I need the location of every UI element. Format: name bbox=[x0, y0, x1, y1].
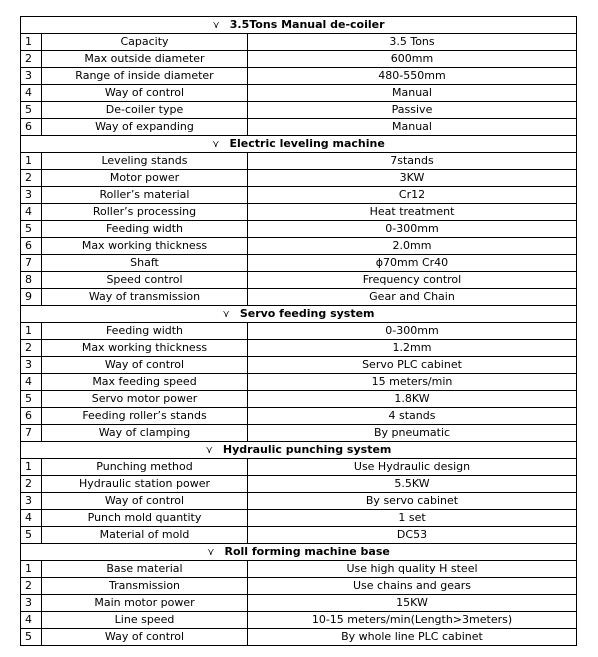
table-row bbox=[21, 272, 577, 289]
chevron-down-icon: ⋎ bbox=[207, 547, 215, 558]
table-row bbox=[21, 408, 577, 425]
row-value: 1.8KW bbox=[248, 391, 577, 407]
row-parameter: Servo motor power bbox=[42, 391, 248, 407]
row-parameter: Feeding width bbox=[42, 323, 248, 339]
row-number: 3 bbox=[21, 68, 42, 84]
row-value: Manual bbox=[248, 119, 577, 135]
table-row bbox=[21, 255, 577, 272]
section-title bbox=[21, 136, 577, 152]
row-number: 6 bbox=[21, 408, 42, 424]
row-value: Use chains and gears bbox=[248, 578, 577, 594]
row-value: 7stands bbox=[248, 153, 577, 169]
table-row bbox=[21, 459, 577, 476]
row-parameter: Hydraulic station power bbox=[42, 476, 248, 492]
chevron-down-icon: ⋎ bbox=[205, 445, 213, 456]
table-row bbox=[21, 34, 577, 51]
row-parameter: Roller’s material bbox=[42, 187, 248, 203]
row-parameter: Main motor power bbox=[42, 595, 248, 611]
table-row bbox=[21, 595, 577, 612]
section-title-text: 3.5Tons Manual de-coiler bbox=[229, 18, 385, 31]
section-header-row bbox=[21, 17, 577, 34]
row-parameter: Motor power bbox=[42, 170, 248, 186]
table-row bbox=[21, 170, 577, 187]
row-number: 6 bbox=[21, 119, 42, 135]
table-row bbox=[21, 612, 577, 629]
row-parameter: Way of control bbox=[42, 357, 248, 373]
table-row bbox=[21, 493, 577, 510]
section-title-text: Electric leveling machine bbox=[229, 137, 385, 150]
table-row bbox=[21, 391, 577, 408]
section-title bbox=[21, 17, 577, 33]
row-value: 15KW bbox=[248, 595, 577, 611]
row-number: 2 bbox=[21, 340, 42, 356]
chevron-down-icon: ⋎ bbox=[222, 309, 230, 320]
row-number: 1 bbox=[21, 459, 42, 475]
row-number: 4 bbox=[21, 374, 42, 390]
table-row bbox=[21, 340, 577, 357]
table-row bbox=[21, 68, 577, 85]
row-number: 4 bbox=[21, 510, 42, 526]
row-value: 0-300mm bbox=[248, 221, 577, 237]
table-row bbox=[21, 425, 577, 442]
row-value: 1 set bbox=[248, 510, 577, 526]
row-value: 2.0mm bbox=[248, 238, 577, 254]
row-number: 5 bbox=[21, 391, 42, 407]
section-header-row bbox=[21, 544, 577, 561]
row-parameter: Speed control bbox=[42, 272, 248, 288]
row-parameter: Line speed bbox=[42, 612, 248, 628]
row-value: 480-550mm bbox=[248, 68, 577, 84]
spec-table bbox=[20, 16, 577, 646]
row-parameter: Way of control bbox=[42, 85, 248, 101]
row-value: Frequency control bbox=[248, 272, 577, 288]
table-row bbox=[21, 204, 577, 221]
row-parameter: Punch mold quantity bbox=[42, 510, 248, 526]
row-value: Passive bbox=[248, 102, 577, 118]
row-parameter: Way of expanding bbox=[42, 119, 248, 135]
table-row bbox=[21, 102, 577, 119]
row-number: 3 bbox=[21, 595, 42, 611]
row-parameter: De-coiler type bbox=[42, 102, 248, 118]
row-number: 3 bbox=[21, 187, 42, 203]
table-row bbox=[21, 476, 577, 493]
row-number: 4 bbox=[21, 204, 42, 220]
row-value: Heat treatment bbox=[248, 204, 577, 220]
row-value: 4 stands bbox=[248, 408, 577, 424]
row-value: 600mm bbox=[248, 51, 577, 67]
row-value: Use high quality H steel bbox=[248, 561, 577, 577]
row-value: Servo PLC cabinet bbox=[248, 357, 577, 373]
row-number: 8 bbox=[21, 272, 42, 288]
row-value: 1.2mm bbox=[248, 340, 577, 356]
row-number: 2 bbox=[21, 170, 42, 186]
row-number: 7 bbox=[21, 425, 42, 441]
row-value: By whole line PLC cabinet bbox=[248, 629, 577, 645]
row-number: 4 bbox=[21, 612, 42, 628]
row-value: Use Hydraulic design bbox=[248, 459, 577, 475]
row-parameter: Max feeding speed bbox=[42, 374, 248, 390]
section-title bbox=[21, 442, 577, 458]
row-value: Cr12 bbox=[248, 187, 577, 203]
row-value: By servo cabinet bbox=[248, 493, 577, 509]
row-parameter: Capacity bbox=[42, 34, 248, 50]
row-parameter: Transmission bbox=[42, 578, 248, 594]
section-title bbox=[21, 306, 577, 322]
table-row bbox=[21, 221, 577, 238]
table-row bbox=[21, 357, 577, 374]
table-row bbox=[21, 323, 577, 340]
row-value: 5.5KW bbox=[248, 476, 577, 492]
row-number: 4 bbox=[21, 85, 42, 101]
row-value: DC53 bbox=[248, 527, 577, 543]
row-number: 1 bbox=[21, 323, 42, 339]
row-number: 1 bbox=[21, 153, 42, 169]
row-value: 3.5 Tons bbox=[248, 34, 577, 50]
table-row bbox=[21, 289, 577, 306]
row-number: 5 bbox=[21, 102, 42, 118]
row-value: 10-15 meters/min(Length>3meters) bbox=[248, 612, 577, 628]
row-number: 2 bbox=[21, 476, 42, 492]
row-parameter: Way of transmission bbox=[42, 289, 248, 305]
row-parameter: Range of inside diameter bbox=[42, 68, 248, 84]
row-parameter: Way of clamping bbox=[42, 425, 248, 441]
row-parameter: Way of control bbox=[42, 493, 248, 509]
table-row bbox=[21, 238, 577, 255]
row-number: 1 bbox=[21, 561, 42, 577]
row-parameter: Feeding width bbox=[42, 221, 248, 237]
table-row bbox=[21, 578, 577, 595]
section-title-text: Hydraulic punching system bbox=[222, 443, 392, 456]
table-row bbox=[21, 85, 577, 102]
row-parameter: Base material bbox=[42, 561, 248, 577]
row-number: 5 bbox=[21, 527, 42, 543]
chevron-down-icon: ⋎ bbox=[212, 20, 220, 31]
table-row bbox=[21, 561, 577, 578]
row-number: 2 bbox=[21, 578, 42, 594]
row-parameter: Feeding roller’s stands bbox=[42, 408, 248, 424]
row-parameter: Roller’s processing bbox=[42, 204, 248, 220]
table-row bbox=[21, 510, 577, 527]
row-number: 9 bbox=[21, 289, 42, 305]
table-row bbox=[21, 153, 577, 170]
row-value: By pneumatic bbox=[248, 425, 577, 441]
row-number: 2 bbox=[21, 51, 42, 67]
row-number: 1 bbox=[21, 34, 42, 50]
section-title-text: Roll forming machine base bbox=[224, 545, 390, 558]
section-title-text: Servo feeding system bbox=[239, 307, 375, 320]
row-parameter: Leveling stands bbox=[42, 153, 248, 169]
row-parameter: Shaft bbox=[42, 255, 248, 271]
table-row bbox=[21, 51, 577, 68]
table-row bbox=[21, 187, 577, 204]
row-value: ϕ70mm Cr40 bbox=[248, 255, 577, 271]
table-row bbox=[21, 119, 577, 136]
row-parameter: Material of mold bbox=[42, 527, 248, 543]
row-value: 0-300mm bbox=[248, 323, 577, 339]
section-title bbox=[21, 544, 577, 560]
row-parameter: Max working thickness bbox=[42, 238, 248, 254]
row-parameter: Way of control bbox=[42, 629, 248, 645]
row-value: 15 meters/min bbox=[248, 374, 577, 390]
section-header-row bbox=[21, 306, 577, 323]
row-parameter: Punching method bbox=[42, 459, 248, 475]
chevron-down-icon: ⋎ bbox=[212, 139, 220, 150]
row-parameter: Max working thickness bbox=[42, 340, 248, 356]
row-number: 7 bbox=[21, 255, 42, 271]
table-row bbox=[21, 374, 577, 391]
row-number: 5 bbox=[21, 221, 42, 237]
section-header-row bbox=[21, 136, 577, 153]
row-number: 3 bbox=[21, 357, 42, 373]
row-value: Manual bbox=[248, 85, 577, 101]
row-parameter: Max outside diameter bbox=[42, 51, 248, 67]
row-value: Gear and Chain bbox=[248, 289, 577, 305]
row-number: 3 bbox=[21, 493, 42, 509]
row-value: 3KW bbox=[248, 170, 577, 186]
row-number: 5 bbox=[21, 629, 42, 645]
table-row bbox=[21, 629, 577, 646]
section-header-row bbox=[21, 442, 577, 459]
table-row bbox=[21, 527, 577, 544]
row-number: 6 bbox=[21, 238, 42, 254]
